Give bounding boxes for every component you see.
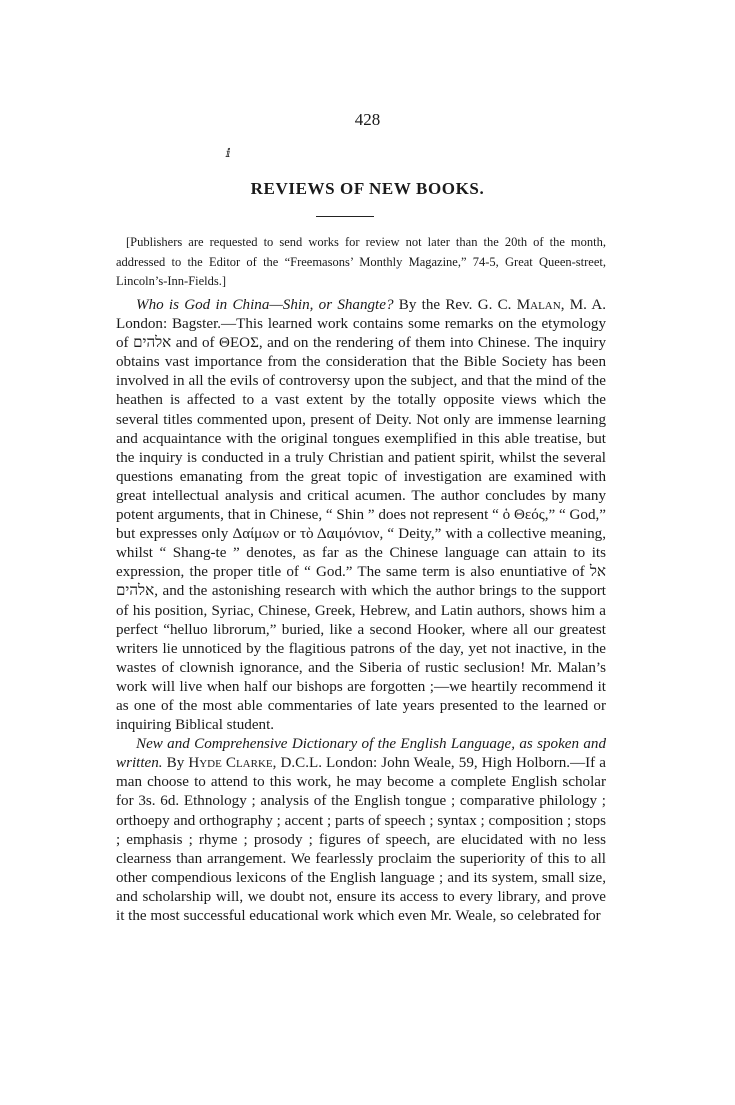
author-name: G. C. Malan <box>477 297 561 313</box>
publisher-info: , M. A. London: Bagster.— <box>116 297 606 333</box>
byline: By <box>162 755 189 772</box>
publisher-notice-text: [Publishers are requested to send works for review not later than the 20th of the month, addressed to the Editor of the “Freemasons’ Monthly Magazine,” 74-5, Great Queen-street, Lincoln’s-Inn-Fields.] <box>116 235 606 288</box>
review-body: This learned work contains some remarks on the etymology of אלהים and of ΘΕΟΣ, and on the rendering of them into Chinese. The inquiry obtains vast importance from the consideration that the Bible Society has been involved in all the evils of controversy upon the subject, and that the mind of the heathen is affected to a vast extent by the totally opposite views which the several titles commented upon, present of Deity. Not only are immense learning and acquaintance with the original tongues exemplified in this able treatise, but the inquiry is conducted in a truly Christian and patient spirit, whilst the several questions emanating from the great topic of investigation are examined with great intellectual analysis and critical acumen. The author concludes by many potent arguments, that in Chinese, “ Shin ” does not represent “ ὁ Θεός,” “ God,” but expresses only Δαίμων or τὸ Δαιμόνιον, “ Deity,” with a collective meaning, whilst “ Shang-te ” denotes, as far as the Chinese language can attain to its expression, the proper title of “ God.” The same term is also enuntiative of אל אלהים, and the astonishing research with which the author brings to the support of his position, Syriac, Chinese, Greek, Hebrew, and Latin authors, shows him a perfect “helluo librorum,” buried, like a second Hooker, where all our greatest writers lie unnoticed by the flagitious patrons of the day, yet not inactive, in the wastes of clownish ignorance, and the Siberia of rustic seclusion! Mr. Malan’s work will live when half our bishops are forgotten ;—we heartily recommend it as one of the most able commentaries of late years presented to the learned or inquiring Biblical student. <box>116 316 607 734</box>
review-body: If a man choose to attend to this work, he may become a complete English scholar for 3s. 6d. Ethnology ; analysis of the English tongue ; comparative philology ; orthoepy and orthography ; accent ; parts of speech ; syntax ; composition ; stops ; emphasis ; rhyme ; prosody ; figures of speech, are elucidated with no less clearness than arrangement. We fearlessly proclaim the superiority of this to all other compendious lexicons of the English language ; and its system, small size, and scholarship will, we doubt not, ensure its access to every library, and prove it the most successful educational work which even Mr. Weale, so celebrated for <box>116 755 606 924</box>
author-name: Hyde Clarke <box>188 755 273 772</box>
reviews-column <box>116 296 606 926</box>
book-title: New and Comprehensive Dictionary of the English Language, as spoken and written. <box>116 736 606 772</box>
page-number: 428 <box>354 110 381 129</box>
publisher-notice <box>116 233 606 292</box>
book-title: Who is God in China—Shin, or Shangte? <box>136 297 394 313</box>
section-title: REVIEWS OF NEW BOOKS. <box>250 179 485 198</box>
byline: By the Rev. <box>393 297 478 313</box>
title-divider <box>316 216 374 217</box>
publisher-info: , D.C.L. London: John Weale, 59, High Holborn.— <box>272 755 586 772</box>
review-entry <box>116 296 606 735</box>
review-entry <box>116 735 606 926</box>
stray-mark: ⅈ <box>226 146 231 160</box>
